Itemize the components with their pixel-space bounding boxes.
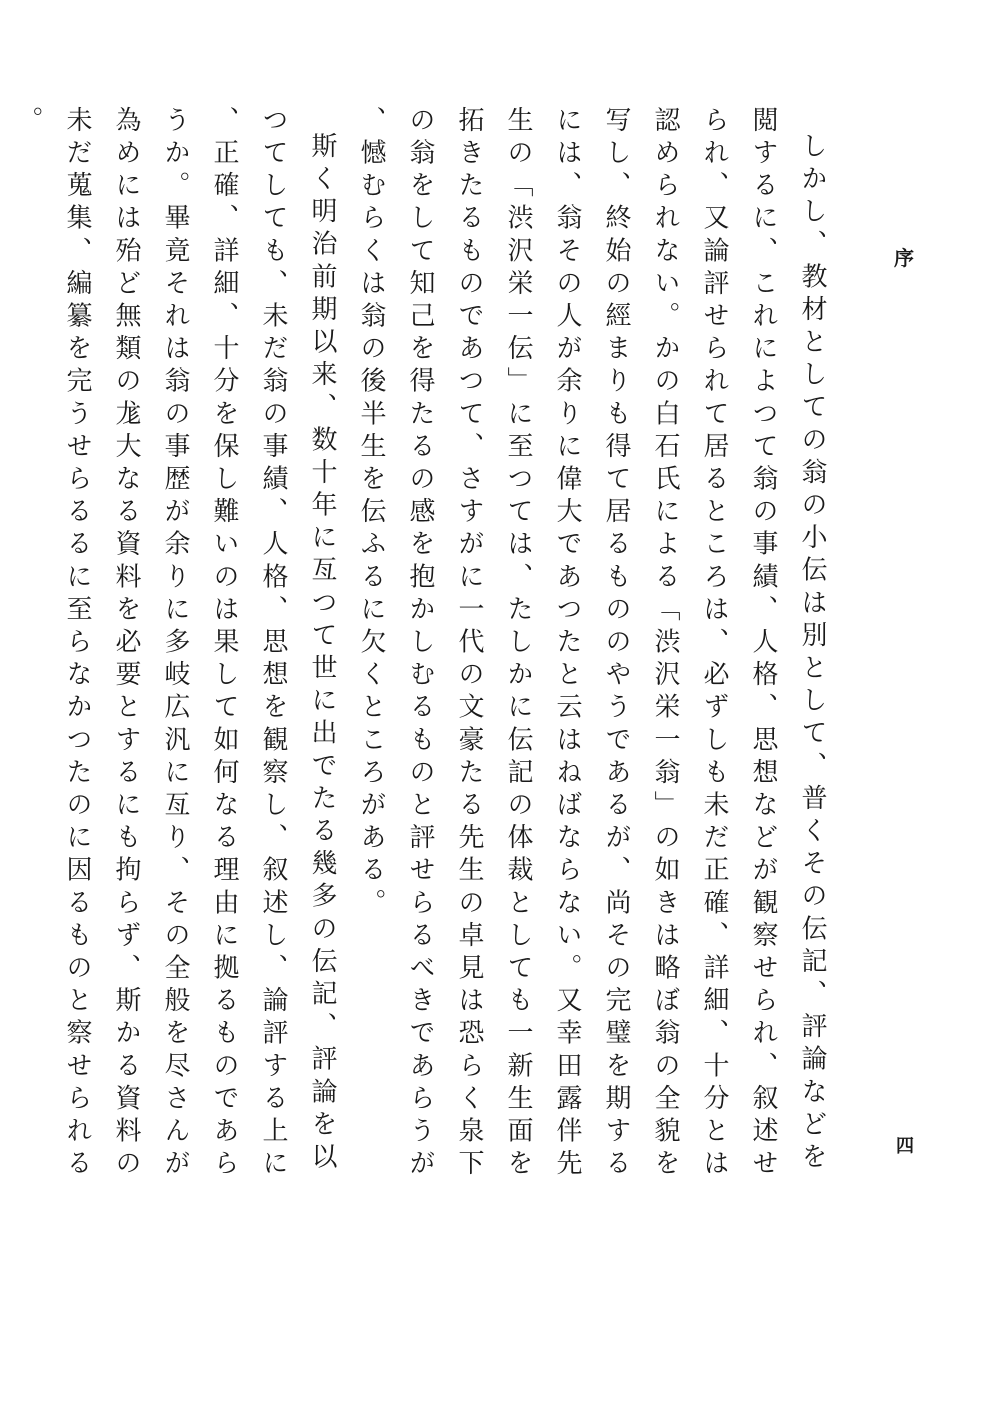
page-number: 四 <box>896 1136 914 1157</box>
paragraph-1: しかし、教材としての翁の小伝は別として、普くその伝記、評論などを閲するに、これによつて翁の事績、人格、思想などが観察せられ、叙述せられ、又論評せられて居るところは、必ずしも未だ正確、詳細、十分とは認められない。かの白石氏による「渋沢栄一翁」の如きは略ぼ翁の全貌を写し、終始の經まりも得て居るもののやうであるが、尚その完璧を期するには、翁その人が余りに偉大であつたと云はねばならない。又幸田露伴先生の「渋沢栄一伝」に至つては、たしかに伝記の体裁としても一新生面を拓きたるものであつて、さすがに一代の文豪たる先生の卓見は恐らく泉下の翁をして知己を得たるの感を抱かしむるものと評せらるべきであらうが、憾むらくは翁の後半生を伝ふるに欠くところがある。 <box>356 106 827 1182</box>
paragraph-2: 斯く明治前期以来、数十年に亙つて世に出でたる幾多の伝記、評論を以つてしても、未だ翁の事績、人格、思想を観察し、叙述し、論評する上に、正確、詳細、十分を保し難いのは果して如何なる理由に拠るものであらうか。畢竟それは翁の事歴が余りに多岐広汎に亙り、その全般を尽さんが為めには殆ど無類の尨大なる資料を必要とするにも拘らず、斯かる資料の未だ蒐集、編纂を完うせらるるに至らなかつたのに因るものと察せられる。 <box>13 106 337 1182</box>
running-head: 序 <box>894 246 914 270</box>
body-text <box>13 106 836 1196</box>
